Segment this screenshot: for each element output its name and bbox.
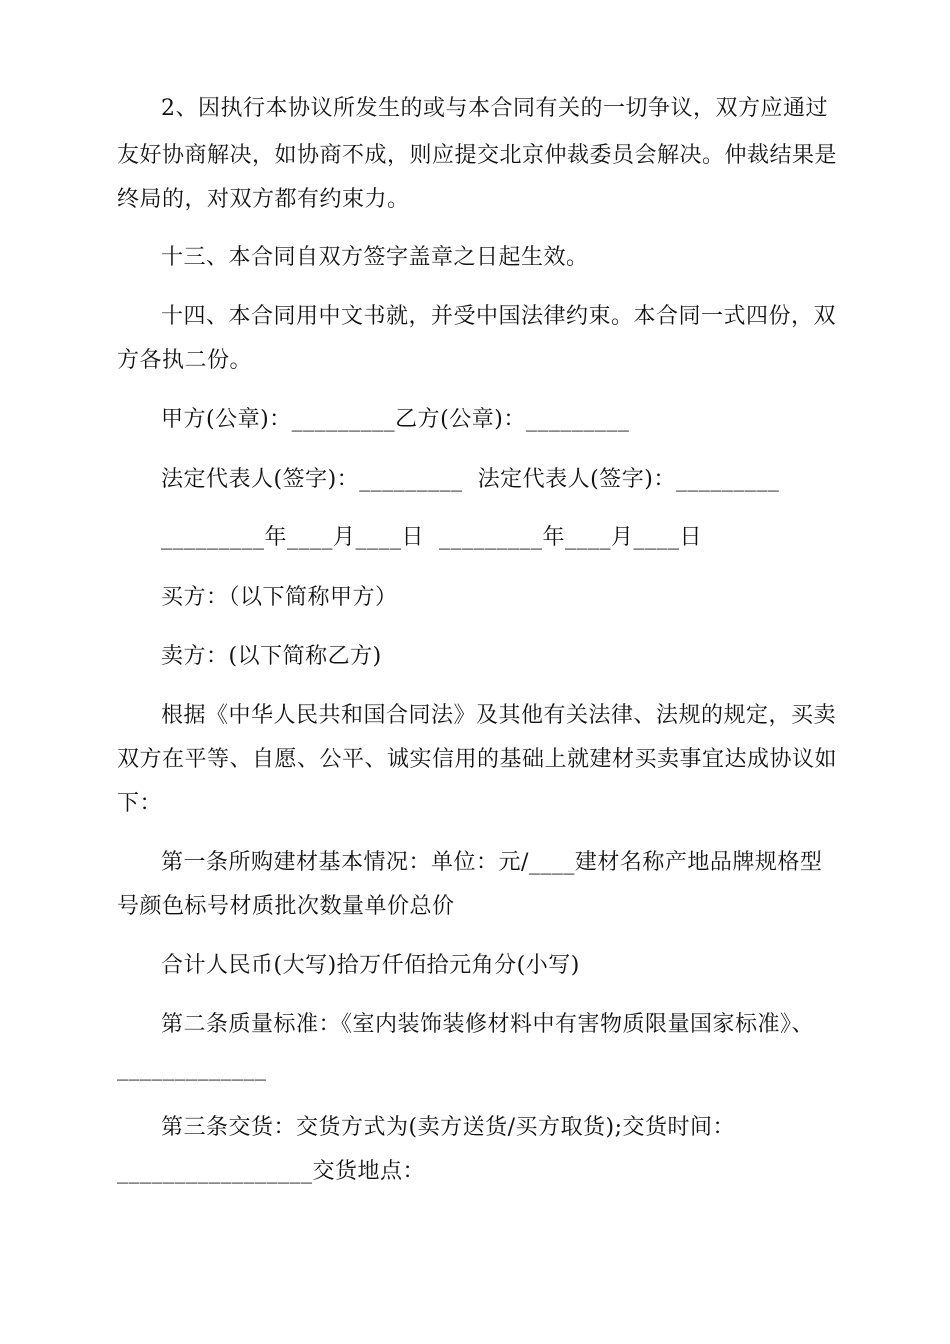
text-line: 根据《中华人民共和国合同法》及其他有关法律、法规的规定，买卖 [161, 703, 837, 728]
clause-two-line: 第二条质量标准：《室内装饰装修材料中有害物质限量国家标准》、 [161, 1012, 815, 1037]
clause-three-line: _________________交货地点： [117, 1159, 426, 1184]
signature-line-date: _________年____月____日 _________年____月____日 [161, 525, 702, 550]
text-line: 方各执二份。 [117, 348, 253, 373]
text-line: 十四、本合同用中文书就，并受中国法律约束。本合同一式四份，双 [161, 304, 837, 329]
text-line: 下： [117, 791, 163, 816]
text-line: 2、因执行本协议所发生的或与本合同有关的一切争议，双方应通过 [161, 96, 828, 121]
text-line: 友好协商解决，如协商不成，则应提交北京仲裁委员会解决。仲裁结果是 [117, 143, 838, 168]
clause-three-line: 第三条交货：交货方式为(卖方送货/买方取货);交货时间： [161, 1115, 735, 1140]
clause-one-line: 号颜色标号材质批次数量单价总价 [117, 894, 455, 919]
text-line: 终局的，对双方都有约束力。 [117, 187, 410, 212]
buyer-line: 买方：（以下简称甲方） [161, 585, 398, 610]
clause-one-line: 第一条所购建材基本情况：单位：元/____建材名称产地品牌规格型 [161, 850, 823, 875]
seller-line: 卖方：(以下简称乙方) [161, 644, 382, 669]
text-line: 十三、本合同自双方签字盖章之日起生效。 [161, 245, 589, 270]
signature-line-representative: 法定代表人(签字)：_________ 法定代表人(签字)：_________ [161, 467, 780, 492]
text-line: 双方在平等、自愿、公平、诚实信用的基础上就建材买卖事宜达成协议如 [117, 747, 838, 772]
clause-two-blank: _____________ [117, 1056, 267, 1081]
signature-line-seal: 甲方(公章)：_________乙方(公章)：_________ [161, 407, 630, 432]
total-line: 合计人民币(大写)拾万仟佰拾元角分(小写) [161, 953, 580, 978]
